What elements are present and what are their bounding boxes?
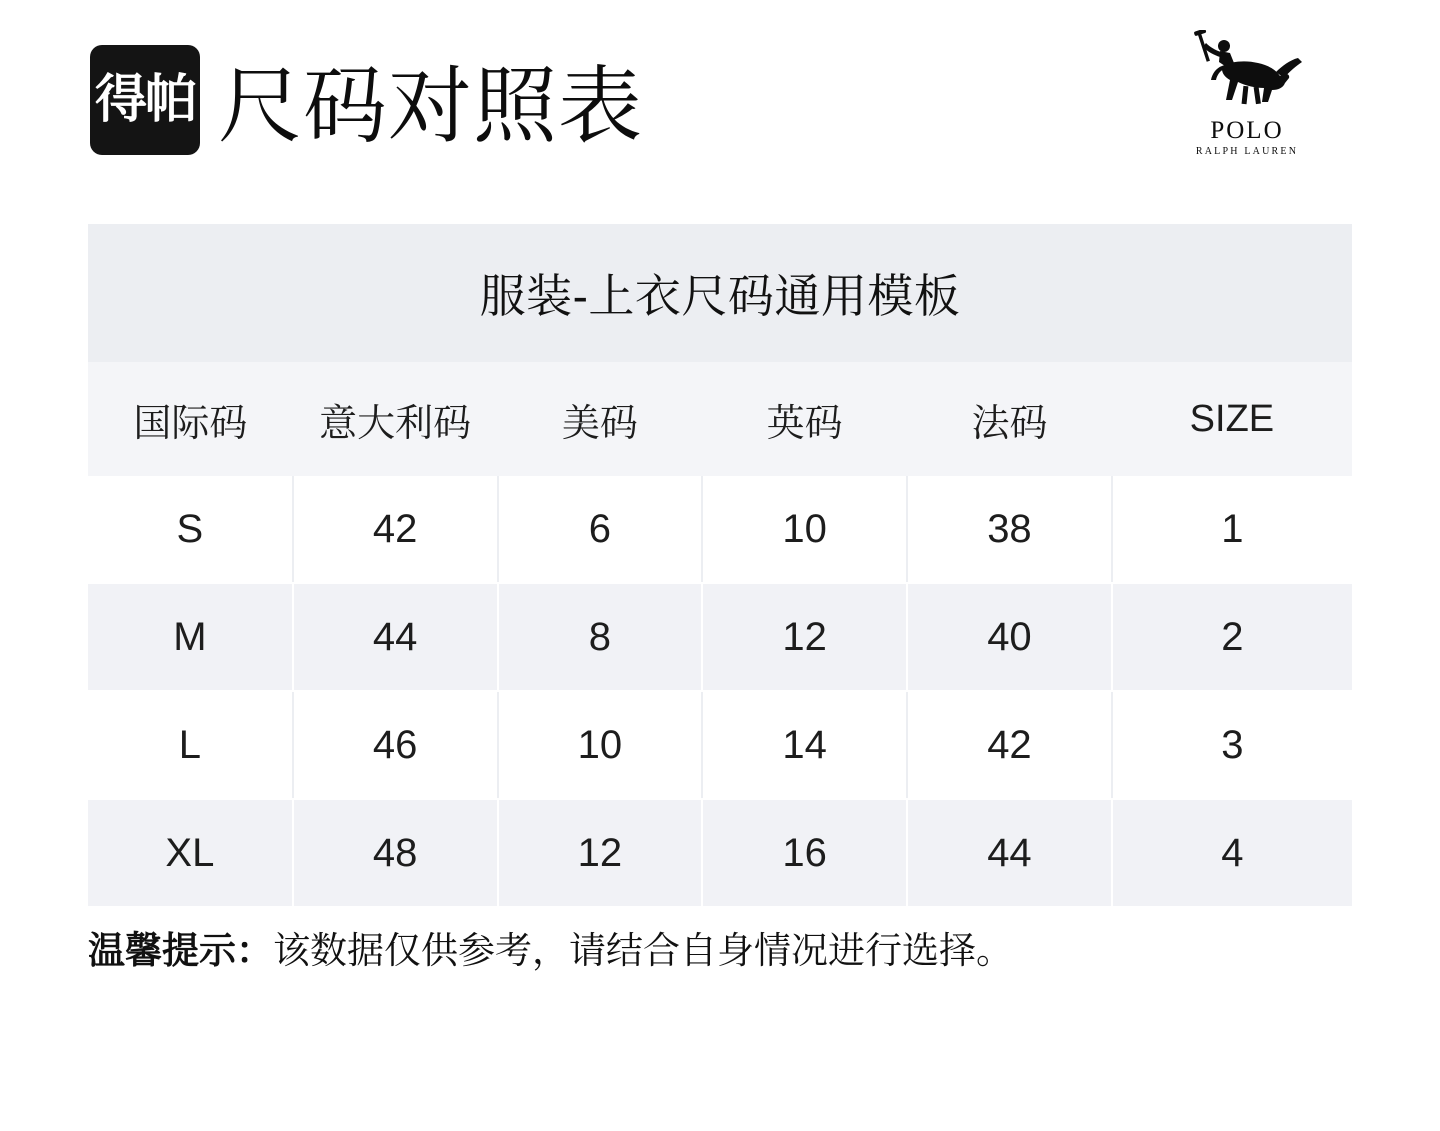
cell-size: 4 bbox=[1112, 799, 1352, 906]
cell-international: XL bbox=[88, 799, 293, 906]
page-header bbox=[0, 20, 1440, 180]
cell-italian: 44 bbox=[293, 583, 498, 691]
cell-italian: 48 bbox=[293, 799, 498, 906]
brand-logo bbox=[1182, 30, 1312, 170]
cell-us: 12 bbox=[498, 799, 703, 906]
cell-uk: 14 bbox=[702, 691, 907, 799]
brand-subname: RALPH LAUREN bbox=[1195, 146, 1299, 157]
page-title: 尺码对照表 bbox=[218, 59, 644, 153]
table-row bbox=[88, 476, 1352, 583]
cell-international: S bbox=[88, 476, 293, 583]
table-subtitle-band bbox=[88, 224, 1352, 362]
table-header-row bbox=[88, 362, 1352, 476]
table-row bbox=[88, 583, 1352, 691]
cell-fr: 40 bbox=[907, 583, 1112, 691]
cell-size: 2 bbox=[1112, 583, 1352, 691]
cell-size: 1 bbox=[1112, 476, 1352, 583]
polo-horse-rider-icon bbox=[1182, 30, 1312, 116]
cell-us: 10 bbox=[498, 691, 703, 799]
cell-us: 8 bbox=[498, 583, 703, 691]
column-header-international: 国际码 bbox=[88, 362, 293, 476]
table-row bbox=[88, 691, 1352, 799]
shop-logo-text: 得帕 bbox=[94, 71, 195, 129]
cell-international: M bbox=[88, 583, 293, 691]
size-table bbox=[88, 362, 1352, 906]
shop-logo-badge bbox=[90, 45, 200, 155]
column-header-uk: 英码 bbox=[702, 362, 907, 476]
cell-fr: 44 bbox=[907, 799, 1112, 906]
disclaimer-text: 该数据仅供参考，请结合自身情况进行选择。 bbox=[273, 930, 1013, 971]
disclaimer-label: 温馨提示： bbox=[88, 930, 273, 971]
cell-uk: 10 bbox=[702, 476, 907, 583]
cell-uk: 12 bbox=[702, 583, 907, 691]
cell-fr: 42 bbox=[907, 691, 1112, 799]
size-table-block bbox=[88, 224, 1352, 906]
column-header-size: SIZE bbox=[1112, 362, 1352, 476]
table-row bbox=[88, 799, 1352, 906]
brand-name: POLO bbox=[1210, 117, 1284, 144]
cell-size: 3 bbox=[1112, 691, 1352, 799]
cell-international: L bbox=[88, 691, 293, 799]
cell-us: 6 bbox=[498, 476, 703, 583]
column-header-us: 美码 bbox=[498, 362, 703, 476]
cell-uk: 16 bbox=[702, 799, 907, 906]
cell-italian: 46 bbox=[293, 691, 498, 799]
column-header-italian: 意大利码 bbox=[293, 362, 498, 476]
table-subtitle: 服装-上衣尺码通用模板 bbox=[479, 270, 961, 322]
column-header-fr: 法码 bbox=[907, 362, 1112, 476]
disclaimer-note bbox=[88, 925, 1352, 977]
cell-italian: 42 bbox=[293, 476, 498, 583]
cell-fr: 38 bbox=[907, 476, 1112, 583]
